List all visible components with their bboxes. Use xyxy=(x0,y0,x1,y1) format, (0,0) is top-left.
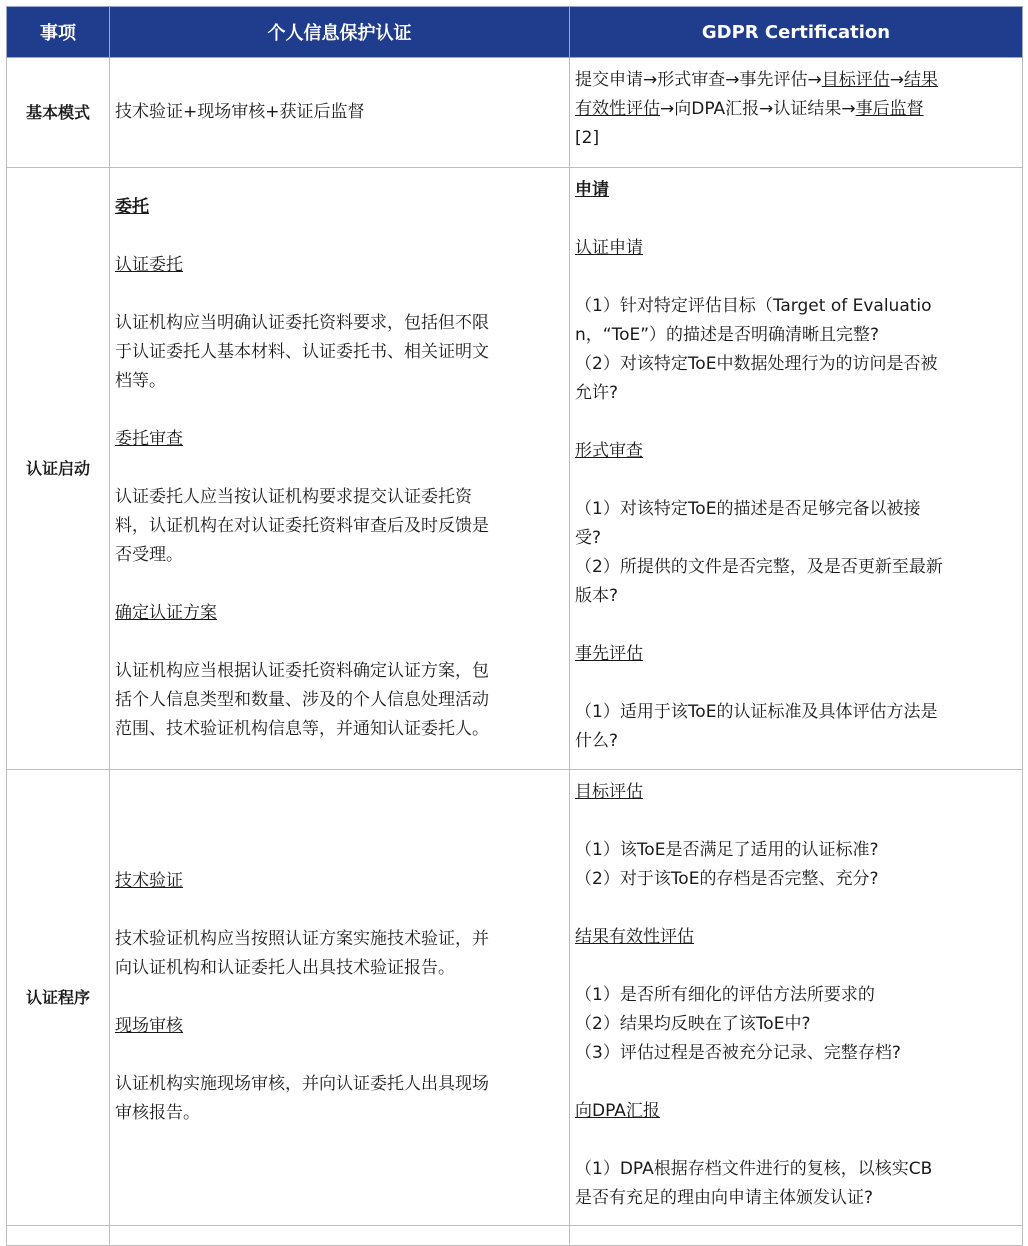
header-item: 事项 xyxy=(7,7,110,58)
subsection-target-assessment: 目标评估 xyxy=(575,782,643,802)
subsection-entrust: 认证委托 xyxy=(115,255,183,275)
paragraph-line: 认证机构应当根据认证委托资料确定认证方案，包 xyxy=(115,661,489,681)
subsection-entrust-review: 委托审查 xyxy=(115,429,183,449)
subsection-prior-assessment: 事先评估 xyxy=(575,644,643,664)
section-title-entrust: 委托 xyxy=(115,197,149,217)
question-line: n，“ToE”）的描述是否明确清晰且完整? xyxy=(575,325,880,345)
paragraph-line: 料，认证机构在对认证委托资料审查后及时反馈是 xyxy=(115,516,489,536)
question-line: 受? xyxy=(575,528,602,548)
question-line: 是否有充足的理由向申请主体颁发认证? xyxy=(575,1188,874,1208)
flow-text: →向DPA汇报→认证结果→ xyxy=(660,99,856,119)
paragraph-line: 档等。 xyxy=(115,371,166,391)
question-line: 什么? xyxy=(575,731,619,751)
header-gdpr: GDPR Certification xyxy=(570,7,1023,58)
paragraph-line: 认证委托人应当按认证机构要求提交认证委托资 xyxy=(115,487,472,507)
paragraph-line: 审核报告。 xyxy=(115,1103,200,1123)
row-label-cert-procedure: 认证程序 xyxy=(7,770,110,1226)
paragraph-line: 否受理。 xyxy=(115,545,183,565)
question-line: （1）针对特定评估目标（Target of Evaluatio xyxy=(575,296,932,316)
paragraph-line: 范围、技术验证机构信息等，并通知认证委托人。 xyxy=(115,719,489,739)
question-line: （1）适用于该ToE的认证标准及具体评估方法是 xyxy=(575,702,938,722)
paragraph-line: 认证机构实施现场审核，并向认证委托人出具现场 xyxy=(115,1074,489,1094)
section-title-apply: 申请 xyxy=(575,180,609,200)
table-row-cert-procedure xyxy=(7,770,1023,1226)
paragraph-line: 技术验证机构应当按照认证方案实施技术验证，并 xyxy=(115,929,489,949)
question-line: （2）对该特定ToE中数据处理行为的访问是否被 xyxy=(575,354,938,374)
paragraph-line: 于认证委托人基本材料、认证委托书、相关证明文 xyxy=(115,342,489,362)
row-label-basic-mode: 基本模式 xyxy=(7,58,110,168)
header-row xyxy=(7,7,1023,58)
flow-link-validity-assessment[interactable]: 有效性评估 xyxy=(575,99,660,119)
question-line: 版本? xyxy=(575,586,619,606)
basic-mode-pipl: 技术验证+现场审核+获证后监督 xyxy=(110,58,570,168)
paragraph-line: 向认证机构和认证委托人出具技术验证报告。 xyxy=(115,958,455,978)
next-row-cell xyxy=(7,1226,110,1246)
header-pipl: 个人信息保护认证 xyxy=(110,7,570,58)
subsection-result-validity: 结果有效性评估 xyxy=(575,927,694,947)
flow-text: → xyxy=(889,70,904,90)
subsection-report-dpa: 向DPA汇报 xyxy=(575,1101,660,1121)
subsection-cert-apply: 认证申请 xyxy=(575,238,643,258)
cert-procedure-gdpr xyxy=(570,770,1023,1226)
question-line: 允许? xyxy=(575,383,619,403)
cert-procedure-pipl xyxy=(110,770,570,1226)
citation-ref[interactable]: [2] xyxy=(575,128,600,148)
paragraph-line: 括个人信息类型和数量、涉及的个人信息处理活动 xyxy=(115,690,489,710)
question-line: （2）结果均反映在了该ToE中? xyxy=(575,1014,811,1034)
question-line: （3）评估过程是否被充分记录、完整存档? xyxy=(575,1043,901,1063)
question-line: （1）是否所有细化的评估方法所要求的 xyxy=(575,985,875,1005)
flow-link-target-assessment[interactable]: 目标评估 xyxy=(821,70,890,90)
question-line: （1）DPA根据存档文件进行的复核，以核实CB xyxy=(575,1159,933,1179)
row-label-cert-start: 认证启动 xyxy=(7,168,110,770)
question-line: （2）对于该ToE的存档是否完整、充分? xyxy=(575,869,879,889)
subsection-onsite-audit: 现场审核 xyxy=(115,1016,183,1036)
subsection-tech-verification: 技术验证 xyxy=(115,871,183,891)
basic-mode-gdpr xyxy=(570,58,1023,168)
table-row-next xyxy=(7,1226,1023,1246)
flow-link-result[interactable]: 结果 xyxy=(903,70,938,90)
flow-link-post-supervision[interactable]: 事后监督 xyxy=(855,99,924,119)
table-row-cert-start xyxy=(7,168,1023,770)
question-line: （2）所提供的文件是否完整，及是否更新至最新 xyxy=(575,557,943,577)
table-row-basic-mode xyxy=(7,58,1023,168)
question-line: （1）该ToE是否满足了适用的认证标准? xyxy=(575,840,879,860)
next-row-cell xyxy=(570,1226,1023,1246)
subsection-cert-plan: 确定认证方案 xyxy=(115,603,217,623)
cert-start-gdpr xyxy=(570,168,1023,770)
paragraph-line: 认证机构应当明确认证委托资料要求，包括但不限 xyxy=(115,313,489,333)
next-row-cell xyxy=(110,1226,570,1246)
cert-start-pipl xyxy=(110,168,570,770)
flow-text: 提交申请→形式审查→事先评估→ xyxy=(575,70,822,90)
subsection-formal-review: 形式审查 xyxy=(575,441,643,461)
comparison-table xyxy=(6,6,1023,1246)
question-line: （1）对该特定ToE的描述是否足够完备以被接 xyxy=(575,499,921,519)
